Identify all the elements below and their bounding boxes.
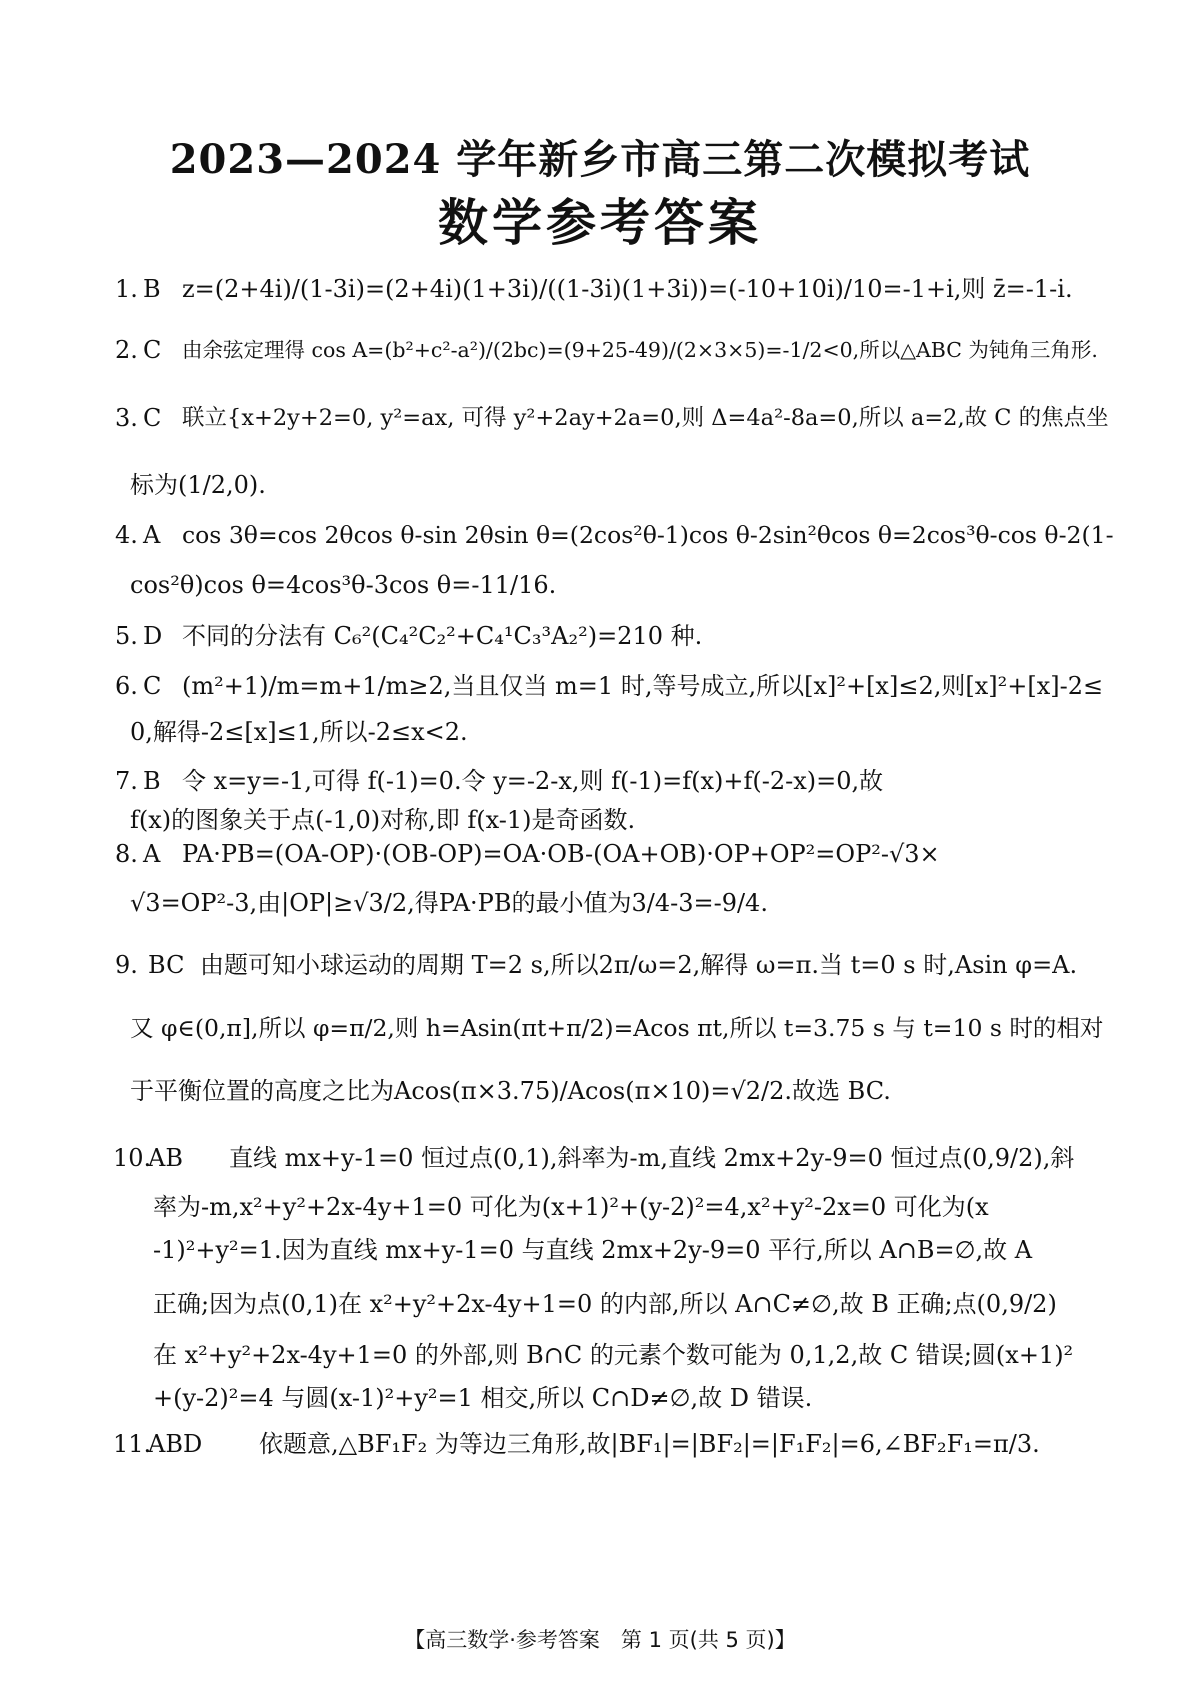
item-text-line: 联立{x+2y+2=0, y²=ax, 可得 y²+2ay+2a=0,则 Δ=4a²-8a=0,所以 a=2,故 C 的焦点坐 bbox=[182, 405, 1109, 431]
item-answer: B bbox=[143, 275, 161, 303]
item-text-line: 由题可知小球运动的周期 T=2 s,所以2π/ω=2,解得 ω=π.当 t=0 s 时,Asin φ=A. bbox=[200, 951, 1078, 979]
item-answer: BC bbox=[148, 951, 185, 979]
item-answer: A bbox=[143, 521, 161, 549]
item-text-line: √3=OP²-3,由|OP|≥√3/2,得PA·PB的最小值为3/4-3=-9/4. bbox=[130, 889, 768, 917]
page-subtitle: 数学参考答案 bbox=[438, 193, 762, 252]
item-text-line: z=(2+4i)/(1-3i)=(2+4i)(1+3i)/((1-3i)(1+3i))=(-10+10i)/10=-1+i,则 z̄=-1-i. bbox=[182, 275, 1073, 303]
item-text-line: 直线 mx+y-1=0 恒过点(0,1),斜率为-m,直线 2mx+2y-9=0 恒过点(0,9/2),斜 bbox=[229, 1144, 1075, 1172]
page-title: 2023—2024 学年新乡市高三第二次模拟考试 bbox=[169, 136, 1031, 183]
item-answer: C bbox=[143, 404, 162, 432]
item-number: 11. bbox=[113, 1430, 152, 1458]
item-number: 2. bbox=[115, 336, 138, 364]
item-number: 4. bbox=[115, 521, 138, 549]
item-text-line: 由余弦定理得 cos A=(b²+c²-a²)/(2bc)=(9+25-49)/(2×3×5)=-1/2<0,所以△ABC 为钝角三角形. bbox=[182, 338, 1098, 362]
item-text-line: 在 x²+y²+2x-4y+1=0 的外部,则 B∩C 的元素个数可能为 0,1,2,故 C 错误;圆(x+1)² bbox=[153, 1341, 1074, 1369]
item-answer: B bbox=[143, 767, 161, 795]
item-text-line: (m²+1)/m=m+1/m≥2,当且仅当 m=1 时,等号成立,所以[x]²+[x]≤2,则[x]²+[x]-2≤ bbox=[182, 672, 1104, 700]
item-answer: AB bbox=[148, 1144, 183, 1172]
item-answer: A bbox=[143, 840, 161, 868]
item-number: 6. bbox=[115, 672, 138, 700]
item-number: 1. bbox=[115, 275, 138, 303]
item-number: 10. bbox=[113, 1144, 152, 1172]
item-answer: C bbox=[143, 336, 162, 364]
item-text-line: 依题意,△BF₁F₂ 为等边三角形,故|BF₁|=|BF₂|=|F₁F₂|=6,∠BF₂F₁=π/3. bbox=[259, 1430, 1040, 1458]
item-answer: C bbox=[143, 672, 162, 700]
item-text-line: 于平衡位置的高度之比为Acos(π×3.75)/Acos(π×10)=√2/2.故选 BC. bbox=[130, 1077, 891, 1105]
item-text-line: 0,解得-2≤[x]≤1,所以-2≤x<2. bbox=[130, 718, 468, 746]
item-text-line: cos²θ)cos θ=4cos³θ-3cos θ=-11/16. bbox=[130, 571, 557, 599]
item-text-line: 率为-m,x²+y²+2x-4y+1=0 可化为(x+1)²+(y-2)²=4,x²+y²-2x=0 可化为(x bbox=[153, 1193, 989, 1221]
item-answer: ABD bbox=[148, 1430, 203, 1458]
item-number: 9. bbox=[115, 951, 138, 979]
item-number: 5. bbox=[115, 622, 138, 650]
item-text-line: 令 x=y=-1,可得 f(-1)=0.令 y=-2-x,则 f(-1)=f(x)+f(-2-x)=0,故 bbox=[182, 767, 884, 795]
item-number: 7. bbox=[115, 767, 138, 795]
item-text-line: 不同的分法有 C₆²(C₄²C₂²+C₄¹C₃³A₂²)=210 种. bbox=[182, 622, 703, 650]
item-number: 8. bbox=[115, 840, 138, 868]
item-text-line: +(y-2)²=4 与圆(x-1)²+y²=1 相交,所以 C∩D≠∅,故 D 错误. bbox=[153, 1384, 813, 1412]
item-answer: D bbox=[143, 622, 163, 650]
item-text-line: 标为(1/2,0). bbox=[130, 471, 266, 499]
item-number: 3. bbox=[115, 404, 138, 432]
item-text-line: -1)²+y²=1.因为直线 mx+y-1=0 与直线 2mx+2y-9=0 平行,所以 A∩B=∅,故 A bbox=[153, 1236, 1033, 1264]
item-text-line: 又 φ∈(0,π],所以 φ=π/2,则 h=Asin(πt+π/2)=Acos πt,所以 t=3.75 s 与 t=10 s 时的相对 bbox=[130, 1014, 1104, 1042]
item-text-line: cos 3θ=cos 2θcos θ-sin 2θsin θ=(2cos²θ-1)cos θ-2sin²θcos θ=2cos³θ-cos θ-2(1- bbox=[182, 521, 1114, 549]
item-text-line: PA·PB=(OA-OP)·(OB-OP)=OA·OB-(OA+OB)·OP+OP²=OP²-√3× bbox=[182, 840, 940, 868]
item-text-line: f(x)的图象关于点(-1,0)对称,即 f(x-1)是奇函数. bbox=[130, 806, 636, 834]
item-text-line: 正确;因为点(0,1)在 x²+y²+2x-4y+1=0 的内部,所以 A∩C≠∅,故 B 正确;点(0,9/2) bbox=[153, 1290, 1057, 1318]
page-footer: 【高三数学·参考答案 第 1 页(共 5 页)】 bbox=[404, 1628, 796, 1652]
